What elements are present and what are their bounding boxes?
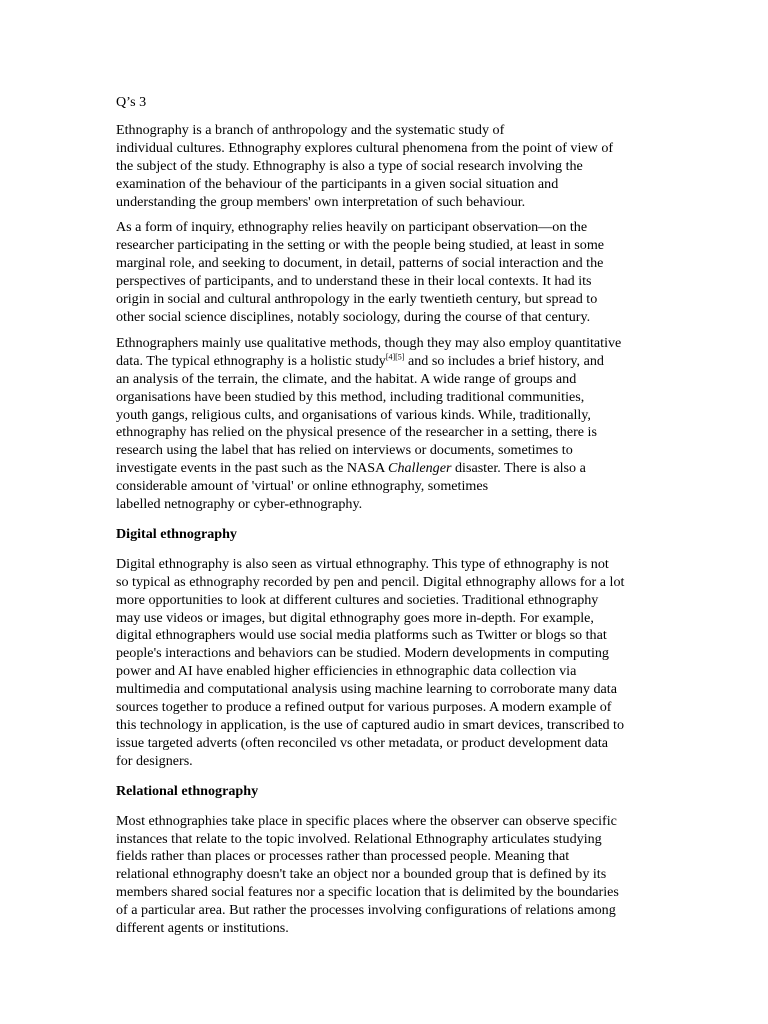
text-line: As a form of inquiry, ethnography relies heavily on participant observation—on the (116, 219, 588, 236)
text-line: different agents or institutions. (116, 920, 289, 937)
text-line: labelled netnography or cyber-ethnography. (116, 496, 363, 513)
text-line: sources together to produce a refined output for various purposes. A modern example of (116, 699, 612, 716)
heading-relational-ethnography: Relational ethnography (116, 782, 259, 799)
text-line: Ethnographers mainly use qualitative methods, though they may also employ quantitative (116, 334, 622, 351)
paragraph-digital-ethnography (116, 556, 678, 771)
text-line: more opportunities to look at different cultures and societies. Traditional ethnography (116, 591, 599, 608)
document-page (116, 94, 678, 946)
text-line: understanding the group members' own interpretation of such behaviour. (116, 193, 526, 210)
text-line: organisations have been studied by this method, including traditional communities, (116, 388, 585, 405)
text-line: for designers. (116, 752, 193, 769)
text-line: examination of the behaviour of the participants in a given social situation and (116, 175, 559, 192)
paragraph-ethnography-definition (116, 122, 678, 212)
text-line: Most ethnographies take place in specific places where the observer can observe specific (116, 812, 617, 829)
text-line (116, 460, 678, 478)
paragraph-relational-ethnography (116, 813, 678, 938)
text-line: power and AI have enabled higher efficiencies in ethnographic data collection via (116, 663, 577, 680)
text-segment: investigate events in the past such as the NASA (116, 460, 389, 477)
text-line: of a particular area. But rather the processes involving configurations of relations among (116, 902, 616, 919)
paragraph-form-of-inquiry (116, 219, 678, 326)
text-line: marginal role, and seeking to document, in detail, patterns of social interaction and the (116, 255, 604, 272)
text-line: other social science disciplines, notably sociology, during the course of that century. (116, 308, 591, 325)
question-label: Q’s 3 (116, 94, 147, 110)
text-line: members shared social features nor a specific location that is delimited by the boundaries (116, 884, 619, 901)
text-line: Digital ethnography is also seen as virtual ethnography. This type of ethnography is not (116, 555, 609, 572)
text-line: relational ethnography doesn't take an object nor a bounded group that is defined by its (116, 866, 607, 883)
text-line: instances that relate to the topic involved. Relational Ethnography articulates studying (116, 830, 602, 847)
heading-digital-ethnography: Digital ethnography (116, 525, 237, 542)
text-line: may use videos or images, but digital ethnography goes more in-depth. For example, (116, 609, 594, 626)
text-line: an analysis of the terrain, the climate, and the habitat. A wide range of groups and (116, 370, 577, 387)
text-line: this technology in application, is the use of captured audio in smart devices, transcribed to (116, 717, 625, 733)
text-line: multimedia and computational analysis using machine learning to corroborate many data (116, 681, 617, 698)
text-segment: data. The typical ethnography is a holistic study (116, 352, 386, 369)
text-line: the subject of the study. Ethnography is also a type of social research involving the (116, 157, 583, 174)
paragraph-methods (116, 335, 678, 514)
text-line: perspectives of participants, and to understand these in their local contexts. It had its (116, 273, 592, 290)
text-line: Ethnography is a branch of anthropology and the systematic study of (116, 121, 505, 138)
text-line: origin in social and cultural anthropology in the early twentieth century, but spread to (116, 291, 598, 308)
text-line: digital ethnographers would use social media platforms such as Twitter or blogs so that (116, 627, 607, 644)
text-line: research using the label that has relied on interviews or documents, sometimes to (116, 442, 573, 459)
italic-term: Challenger (388, 460, 452, 477)
text-line: ethnography has relied on the physical presence of the researcher in a setting, there is (116, 424, 597, 441)
text-line: individual cultures. Ethnography explores cultural phenomena from the point of view of (116, 139, 614, 156)
text-line: fields rather than places or processes rather than processed people. Meaning that (116, 848, 570, 865)
text-segment: and so includes a brief history, and (404, 352, 604, 369)
text-line: youth gangs, religious cults, and organisations of various kinds. While, traditionally, (116, 406, 591, 423)
citation-superscript: [4][5] (385, 352, 405, 362)
text-line: people's interactions and behaviors can be studied. Modern developments in computing (116, 645, 609, 662)
text-line: so typical as ethnography recorded by pen and pencil. Digital ethnography allows for a lot (116, 573, 625, 590)
text-line (116, 353, 678, 371)
text-segment: disaster. There is also a (451, 460, 586, 477)
text-line: issue targeted adverts (often reconciled vs other metadata, or product development data (116, 734, 609, 751)
text-line: researcher participating in the setting or with the people being studied, at least in some (116, 237, 605, 254)
text-line: considerable amount of 'virtual' or online ethnography, sometimes (116, 478, 489, 495)
